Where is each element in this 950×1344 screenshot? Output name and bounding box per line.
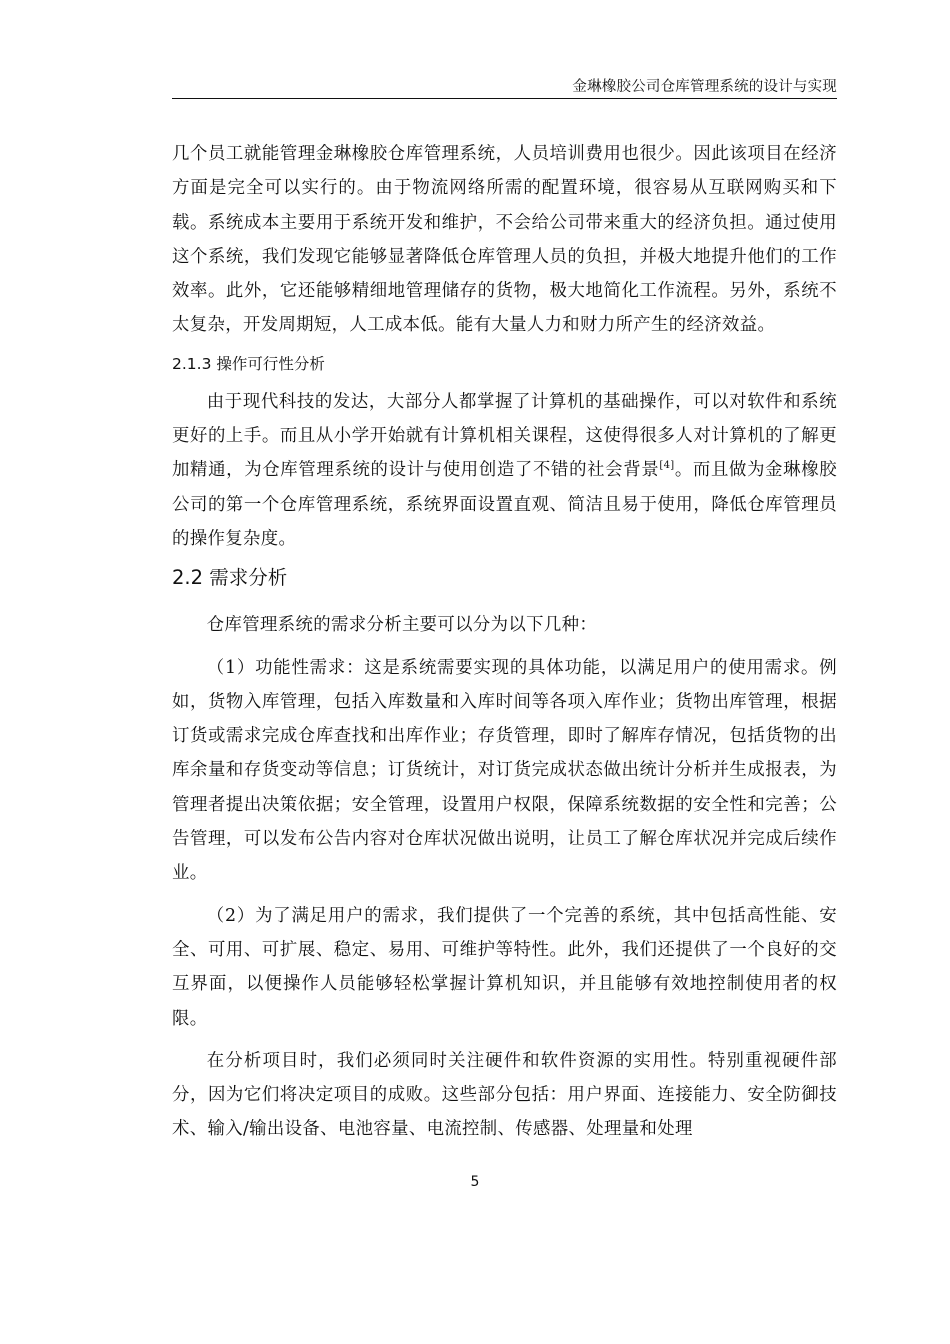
page-body — [172, 137, 837, 1147]
paragraph-text: 由于现代科技的发达，大部分人都掌握了计算机的基础操作，可以对软件和系统更好的上手。而且从小学开始就有计算机相关课程，这使得很多人对计算机的了解更加精通，为仓库管理系统的设计与使用创造了不错的社会背景 — [172, 391, 837, 481]
paragraph-hardware-software: 在分析项目时，我们必须同时关注硬件和软件资源的实用性。特别重视硬件部分，因为它们将决定项目的成败。这些部分包括：用户界面、连接能力、安全防御技术、输入/输出设备、电池容量、电流控制、传感器、处理量和处理 — [172, 1050, 837, 1140]
page-number: 5 — [470, 1174, 480, 1190]
spacer — [172, 643, 837, 651]
spacer — [172, 1036, 837, 1044]
paragraph-text: 。而且做为金琳橡胶公司的第一个仓库管理系统，系统界面设置直观、简洁且易于使用，降低仓库管理员的操作复杂度。 — [172, 460, 838, 549]
paragraph-requirements-intro: 仓库管理系统的需求分析主要可以分为以下几种： — [206, 615, 598, 636]
paragraph-economic-feasibility: 几个员工就能管理金琳橡胶仓库管理系统，人员培训费用也很少。因此该项目在经济方面是完全可以实行的。由于物流网络所需的配置环境，很容易从互联网购买和下载。系统成本主要用于系统开发和维护，不会给公司带来重大的经济负担。通过使用这个系统，我们发现它能够显著降低仓库管理人员的负担，并极大地提升他们的工作效率。此外，它还能够精细地管理储存的货物，极大地简化工作流程。另外，系统不太复杂，开发周期短，人工成本低。能有大量人力和财力所产生的经济效益。 — [172, 144, 837, 336]
header-rule — [172, 98, 837, 99]
paragraph-nonfunctional-requirements: （2）为了满足用户的需求，我们提供了一个完善的系统，其中包括高性能、安全、可用、可扩展、稳定、易用、可维护等特性。此外，我们还提供了一个良好的交互界面，以便操作人员能够轻松掌握计算机知识，并且能够有效地控制使用者的权限。 — [172, 905, 837, 1029]
spacer — [172, 891, 837, 899]
running-header: 金琳橡胶公司仓库管理系统的设计与实现 — [572, 79, 837, 95]
subsection-heading-2-1-3: 2.1.3 操作可行性分析 — [172, 354, 325, 373]
paragraph-operational-feasibility — [172, 385, 837, 556]
citation-ref: [4] — [659, 460, 675, 472]
paragraph-functional-requirements: （1）功能性需求：这是系统需要实现的具体功能，以满足用户的使用需求。例如，货物入库管理，包括入库数量和入库时间等各项入库作业；货物出库管理，根据订货或需求完成仓库查找和出库作业；存货管理，即时了解库存情况，包括货物的出库余量和存货变动等信息；订货统计，对订货完成状态做出统计分析并生成报表，为管理者提出决策依据；安全管理，设置用户权限，保障系统数据的安全性和完善；公告管理，可以发布公告内容对仓库状况做出说明，让员工了解仓库状况并完成后续作业。 — [172, 657, 837, 884]
section-heading-2-2: 2.2 需求分析 — [172, 566, 288, 590]
